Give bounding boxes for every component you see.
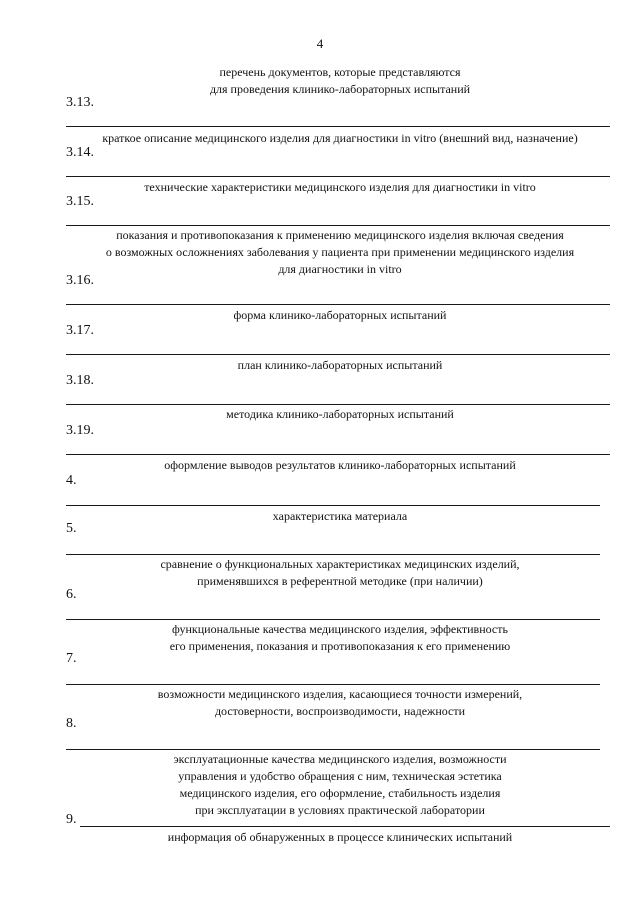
caption-line: медицинского изделия, его оформление, стабильность изделия <box>179 786 501 800</box>
item-number: 7. <box>66 651 77 666</box>
item-caption <box>60 621 620 655</box>
item-caption <box>60 406 620 423</box>
caption-line: оформление выводов результатов клинико-лабораторных испытаний <box>164 458 516 472</box>
fill-line <box>80 826 610 827</box>
item-caption <box>60 457 620 474</box>
item-number: 6. <box>66 587 77 602</box>
fill-line <box>66 176 610 177</box>
caption-line: технические характеристики медицинского изделия для диагностики in vitro <box>144 180 536 194</box>
fill-line <box>66 684 600 685</box>
item-caption <box>60 686 620 720</box>
fill-line <box>66 126 610 127</box>
item-caption <box>60 357 620 374</box>
fill-line <box>66 749 600 750</box>
item-number: 3.14. <box>66 145 94 160</box>
caption-line: возможности медицинского изделия, касающиеся точности измерений, <box>157 687 523 701</box>
item-number: 3.16. <box>66 273 94 288</box>
caption-line: управления и удобство обращения с ним, техническая эстетика <box>178 769 502 783</box>
item-number: 5. <box>66 521 77 536</box>
caption-line: характеристика материала <box>272 509 408 523</box>
fill-line <box>66 505 600 506</box>
item-number: 3.18. <box>66 373 94 388</box>
item-number: 3.15. <box>66 194 94 209</box>
item-number: 4. <box>66 473 77 488</box>
page-number: 4 <box>316 36 324 51</box>
caption-line: методика клинико-лабораторных испытаний <box>226 407 454 421</box>
fill-line <box>66 354 610 355</box>
caption-line: достоверности, воспроизводимости, надежности <box>214 704 466 718</box>
item-number: 3.13. <box>66 95 94 110</box>
item-caption <box>60 829 620 846</box>
item-caption <box>60 179 620 196</box>
fill-line <box>66 554 600 555</box>
fill-line <box>66 454 610 455</box>
fill-line <box>66 304 610 305</box>
caption-line: функциональные качества медицинского изделия, эффективность <box>172 622 508 636</box>
caption-line: о возможных осложнениях заболевания у пациента при применении медицинского изделия <box>105 245 575 259</box>
caption-line: эксплуатационные качества медицинского изделия, возможности <box>173 752 507 766</box>
item-caption <box>60 227 620 278</box>
fill-line <box>66 225 610 226</box>
item-caption <box>60 307 620 324</box>
intro-text <box>60 64 620 98</box>
caption-line: сравнение о функциональных характеристиках медицинских изделий, <box>160 557 520 571</box>
caption-line: для диагностики in vitro <box>278 262 402 276</box>
item-number: 9. <box>66 812 77 827</box>
item-number: 3.19. <box>66 423 94 438</box>
item-number: 3.17. <box>66 323 94 338</box>
caption-line: краткое описание медицинского изделия для диагностики in vitro (внешний вид, назначение) <box>102 131 578 145</box>
item-caption <box>60 751 620 819</box>
intro-line: перечень документов, которые представляются <box>219 65 461 79</box>
fill-line <box>66 619 600 620</box>
caption-line: показания и противопоказания к применению медицинского изделия включая сведения <box>116 228 564 242</box>
item-number: 8. <box>66 716 77 731</box>
caption-line: информация об обнаруженных в процессе клинических испытаний <box>167 830 513 844</box>
caption-line: план клинико-лабораторных испытаний <box>237 358 443 372</box>
caption-line: форма клинико-лабораторных испытаний <box>233 308 447 322</box>
item-caption <box>60 130 620 147</box>
item-caption <box>60 508 620 525</box>
caption-line: применявшихся в референтной методике (при наличии) <box>197 574 483 588</box>
caption-line: при эксплуатации в условиях практической лаборатории <box>195 803 485 817</box>
caption-line: его применения, показания и противопоказания к его применению <box>169 639 511 653</box>
item-caption <box>60 556 620 590</box>
intro-line: для проведения клинико-лабораторных испытаний <box>209 82 471 96</box>
fill-line <box>66 404 610 405</box>
